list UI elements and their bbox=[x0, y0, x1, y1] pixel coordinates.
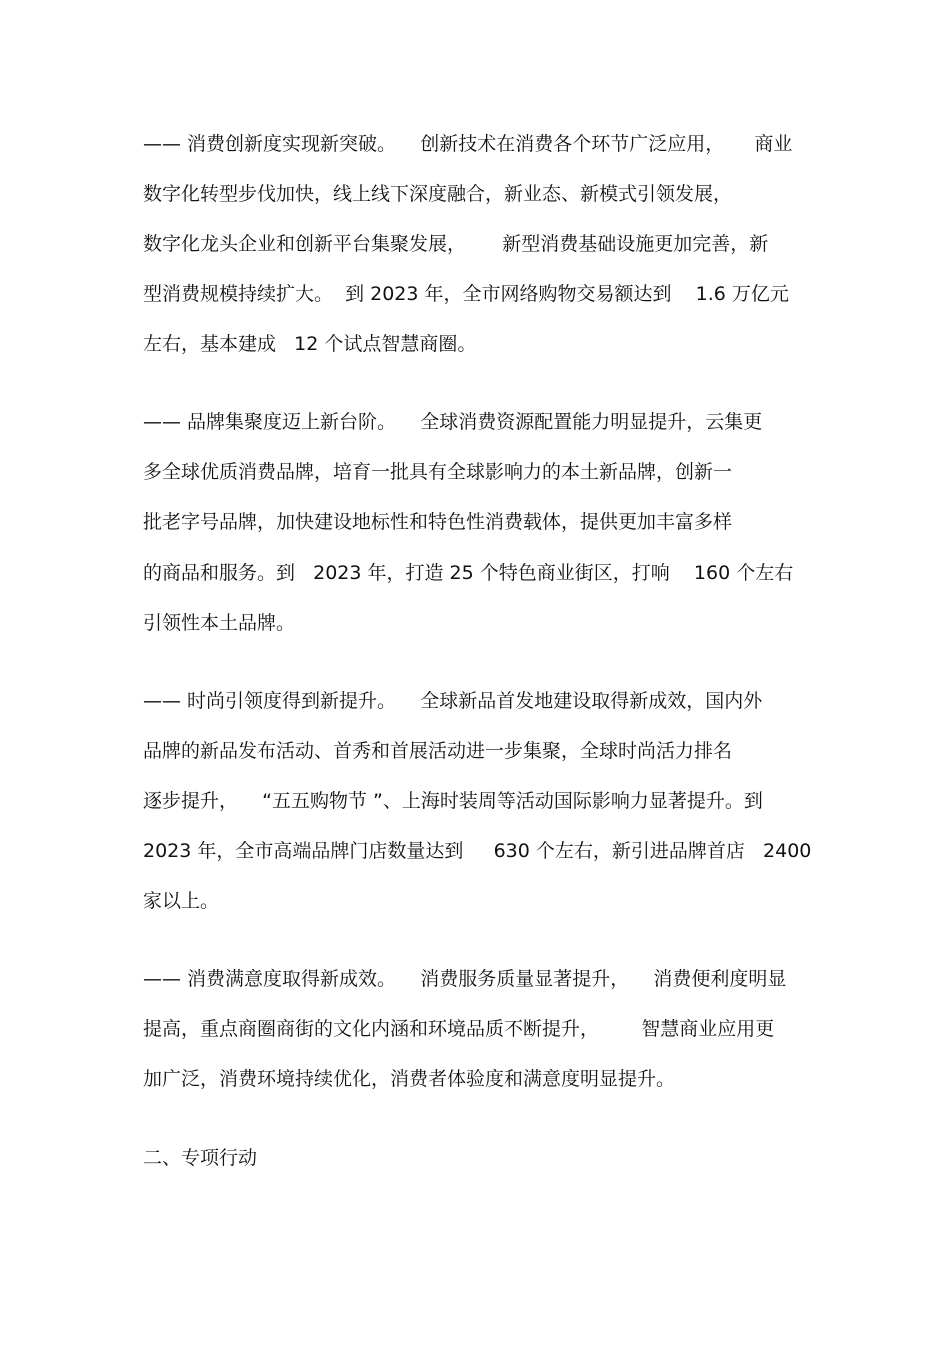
paragraph-line: 批老字号品牌，加快建设地标性和特色性消费载体，提供更加丰富多样 bbox=[143, 511, 733, 533]
paragraph-line: —— 消费创新度实现新突破。 创新技术在消费各个环节广泛应用， 商业 bbox=[143, 133, 793, 155]
paragraph-line: —— 品牌集聚度迈上新台阶。 全球消费资源配置能力明显提升，云集更 bbox=[143, 411, 763, 433]
paragraph-line: 提高，重点商圈商街的文化内涵和环境品质不断提升， 智慧商业应用更 bbox=[143, 1018, 775, 1040]
paragraph-line: 家以上。 bbox=[143, 890, 220, 912]
paragraph-line: 逐步提升， “五五购物节 ”、上海时装周等活动国际影响力显著提升。到 bbox=[143, 790, 763, 812]
paragraph-line: 加广泛，消费环境持续优化，消费者体验度和满意度明显提升。 bbox=[143, 1068, 676, 1090]
paragraph-line: 数字化龙头企业和创新平台集聚发展， 新型消费基础设施更加完善，新 bbox=[143, 233, 769, 255]
paragraph-line: 的商品和服务。到 2023 年，打造 25 个特色商业街区，打响 160 个左右 bbox=[143, 562, 794, 584]
paragraph-line: 2023 年，全市高端品牌门店数量达到 630 个左右，新引进品牌首店 2400 bbox=[143, 840, 812, 862]
paragraph-line: 品牌的新品发布活动、首秀和首展活动进一步集聚，全球时尚活力排名 bbox=[143, 740, 733, 762]
paragraph-line: 型消费规模持续扩大。 到 2023 年，全市网络购物交易额达到 1.6 万亿元 bbox=[143, 283, 789, 305]
paragraph-line: 引领性本土品牌。 bbox=[143, 612, 296, 634]
section-heading: 二、专项行动 bbox=[143, 1147, 258, 1169]
paragraph-line: 左右，基本建成 12 个试点智慧商圈。 bbox=[143, 333, 477, 355]
paragraph-line: 多全球优质消费品牌，培育一批具有全球影响力的本土新品牌，创新一 bbox=[143, 461, 733, 483]
paragraph-line: —— 时尚引领度得到新提升。 全球新品首发地建设取得新成效，国内外 bbox=[143, 690, 763, 712]
paragraph-line: 数字化转型步伐加快，线上线下深度融合，新业态、新模式引领发展， bbox=[143, 183, 733, 205]
paragraph-line: —— 消费满意度取得新成效。 消费服务质量显著提升， 消费便利度明显 bbox=[143, 968, 787, 990]
